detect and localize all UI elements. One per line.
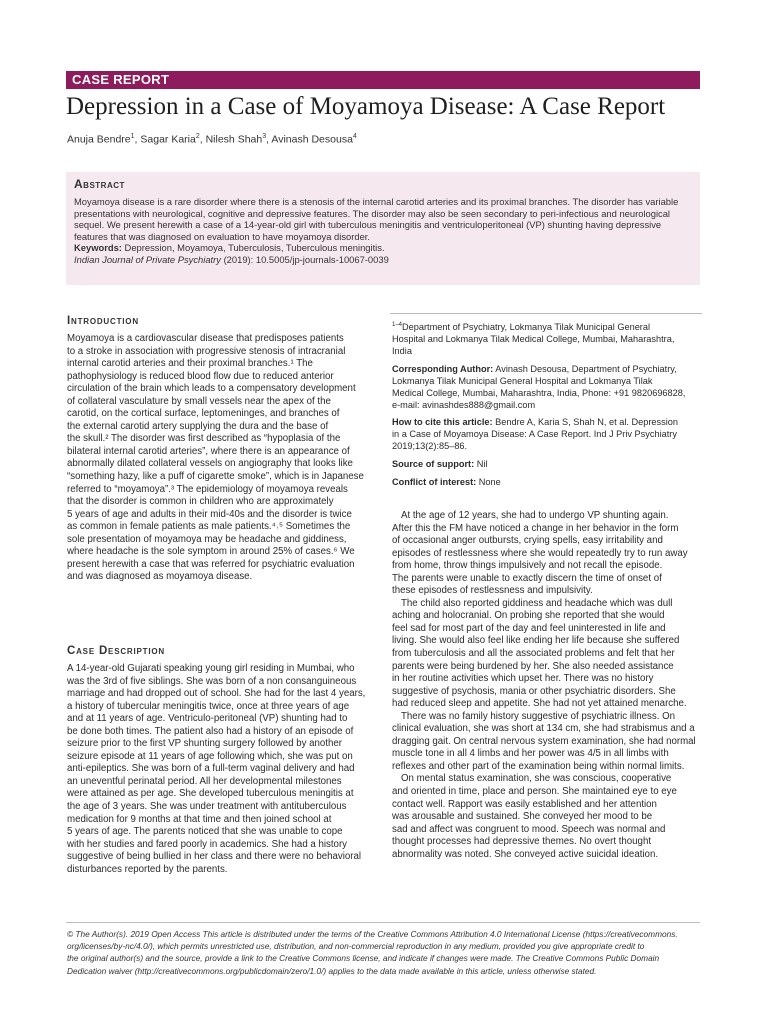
journal-name: Indian Journal of Private Psychiatry xyxy=(74,253,221,265)
how-to-cite: How to cite this article: Bendre A, Karia S, Shah N, et al. Depression in a Case of Moyamoya Disease: A Case Report. Ind J Priv Psychiatry 2019;13(2):85–86. xyxy=(392,417,678,452)
text-line: that the disorder is common in children who are approximately xyxy=(67,496,334,508)
text-line: “something hazy, like a puff of cigarette smoke”, which is in Japanese xyxy=(67,471,364,483)
text-line: from tuberculosis and all the associated problems and felt that her xyxy=(392,648,675,660)
case-description-heading: Case Description xyxy=(67,645,165,657)
text-line: abnormally dilated collateral vessels on angiography that looks like xyxy=(67,458,353,470)
affiliation-sup: 1–4 xyxy=(392,322,403,328)
affiliation-block xyxy=(392,320,702,489)
text-line: was arousable and sustained. She conveyed her mood to be xyxy=(392,811,653,823)
text-line: a history of tubercular meningitis twice, once at three years of age xyxy=(67,700,350,712)
text-line: was the 3rd of five siblings. She was born of a non consanguineous xyxy=(67,675,357,687)
footnote-line: the original author(s) and the source, provide a link to the Creative Commons license, and indicate if changes were made. The Creative Commons Public Domain xyxy=(67,953,660,964)
citation-line xyxy=(74,254,694,266)
right-lines xyxy=(392,510,702,861)
text-line: an uneventful perinatal period. All her developmental milestones xyxy=(67,775,342,787)
text-line: feel sad for most part of the day and feel uninterested in life and xyxy=(392,622,666,634)
case-lines xyxy=(67,663,380,876)
footnote-line: org/licenses/by-nc/4.0/), which permits unrestricted use, distribution, and non-commercial reproduction in any medium, provided you give appropriate credit to xyxy=(67,941,645,952)
text-line: Moyamoya is a cardiovascular disease that predisposes patients xyxy=(67,333,344,344)
abstract-line: Moyamoya disease is a rare disorder where there is a stenosis of the internal carotid arteries and its proximal branches. The disorder has variable xyxy=(74,196,679,207)
article-title: Depression in a Case of Moyamoya Disease: A Case Report xyxy=(66,93,666,120)
text-line: suggestive of being bullied in her class and there were no behavioral xyxy=(67,851,362,863)
text-line: clinical evaluation, she was short at 134 cm, she had strabismus and a xyxy=(392,723,695,735)
text-line: from home, throw things impulsively and not recall the episode. xyxy=(392,560,663,572)
affiliation: $^{1-4}$Department of Psychiatry, Lokmanya Tilak Municipal General Hospital and Lokmanya Tilak Medical College, Mumbai, Maharashtra, India xyxy=(392,322,675,356)
author-name: Sagar Karia xyxy=(140,133,196,146)
text-line: and was diagnosed as moyamoya disease. xyxy=(67,571,253,583)
text-line: seizure episode at 11 years of age following which, she was put on xyxy=(67,750,353,762)
text-line: where headache is the sole symptom in around 25% of cases.⁶ We xyxy=(67,546,355,558)
case-report-banner xyxy=(66,71,700,89)
text-line: to a stroke in association with progressive stenosis of intracranial xyxy=(67,345,346,357)
introduction-heading: Introduction xyxy=(67,315,139,327)
text-line: The child also reported giddiness and headache which was dull xyxy=(401,597,673,609)
footnote-divider xyxy=(66,922,700,923)
text-line: 5 years of age and adults in their mid-40s and the disorder is twice xyxy=(67,508,352,520)
footnote-line: © The Author(s). 2019 Open Access This article is distributed under the terms of the Creative Commons Attribution 4.0 International License (https://creativecommons. xyxy=(67,929,678,939)
author-affiliation-sup: 1 xyxy=(130,133,135,140)
text-line: pathophysiology is reduced blood flow due to reduced anterior xyxy=(67,370,334,382)
text-line: be done both times. The patient also had a history of an episode of xyxy=(67,725,354,737)
case-description-continued xyxy=(392,510,702,861)
keywords-label: Keywords: xyxy=(74,242,122,253)
case-description-body xyxy=(67,663,380,876)
abstract-box xyxy=(66,172,700,285)
text-line: as common in female patients as male patients.⁴˒⁵ Sometimes the xyxy=(67,521,351,533)
text-line: thought processes had depressive themes. No overt thought xyxy=(392,836,652,848)
text-line: seizure prior to the first VP shunting surgery followed by another xyxy=(67,738,342,750)
footnote-line: Dedication waiver (http://creativecommons.org/publicdomain/zero/1.0/) applies to the data made available in this article, unless otherwise stated. xyxy=(67,965,597,976)
text-line: episodes of restlessness where she would repeatedly try to run away xyxy=(392,547,688,559)
conflict-of-interest: Conflict of interest: None xyxy=(392,477,501,488)
abstract-body xyxy=(74,196,694,265)
text-line: disturbances reported by the parents. xyxy=(67,863,228,875)
author-affiliation-sup: 4 xyxy=(352,133,357,140)
text-line: 5 years of age. The parents noticed that she was unable to cope xyxy=(67,826,343,838)
text-line: the skull.² The disorder was first described as “hypoplasia of the xyxy=(67,433,341,445)
author-name: Anuja Bendre xyxy=(67,133,131,146)
banner-label: CASE REPORT xyxy=(72,72,170,87)
text-line: medication for 9 months at that time and then joined school at xyxy=(67,813,332,825)
text-line: After this the FM have noticed a change in her behavior in the form xyxy=(392,522,679,534)
text-line: At the age of 12 years, she had to undergo VP shunting again. xyxy=(401,510,669,521)
text-line: On mental status examination, she was conscious, cooperative xyxy=(401,773,672,785)
text-line: in her routine activities which upset her. There was no history xyxy=(392,673,654,685)
text-line: circulation of the brain which leads to a compensatory development xyxy=(67,383,356,395)
text-line: suggestive of psychosis, mania or other psychiatric disorders. She xyxy=(392,685,676,697)
text-line: sad and affect was congruent to mood. Speech was normal and xyxy=(392,823,666,835)
text-line: dragging gait. On central nervous system examination, she had normal xyxy=(392,735,696,747)
text-line: living. She would also feel like ending her life because she suffered xyxy=(392,635,680,647)
author-name: Nilesh Shah xyxy=(205,133,263,146)
corresponding-author: Corresponding Author: Avinash Desousa, Department of Psychiatry, Lokmanya Tilak Municipal General Hospital and Lokmanya Tilak Medical College, Mumbai, Maharashtra, India, Phone: +91 9820696828, e-mail: avinashdes888@gmail.com xyxy=(392,363,686,410)
text-line: marriage and had dropped out of school. She had for the last 4 years, xyxy=(67,688,366,700)
doi: (2019): 10.5005/jp-journals-10067-0039 xyxy=(223,253,389,265)
text-line: carotid, on the cortical surface, leptomeninges, and branches of xyxy=(67,408,340,420)
text-line: abnormality was noted. She conveyed active suicidal ideation. xyxy=(392,848,659,860)
text-line: There was no family history suggestive of psychiatric illness. On xyxy=(401,710,676,722)
text-line: parents were being burdened by her. She also needed assistance xyxy=(392,660,674,672)
text-line: and oriented in time, place and person. She maintained eye to eye xyxy=(392,786,677,798)
text-line: A 14-year-old Gujarati speaking young girl residing in Mumbai, who xyxy=(67,663,355,674)
text-line: the external carotid artery supplying the dura and the base of xyxy=(67,420,329,432)
text-line: referred to “moyamoya”.³ The epidemiology of moyamoya reveals xyxy=(67,483,348,495)
text-line: were attained as per age. She developed tuberculous meningitis at xyxy=(67,788,354,800)
abstract-heading: Abstract xyxy=(74,177,125,191)
text-line: The parents were unable to exactly discern the time of onset of xyxy=(392,572,662,584)
introduction-body xyxy=(67,333,380,584)
source-of-support: Source of support: Nil xyxy=(392,459,488,470)
text-line: and at 11 years of age. Ventriculo-peritoneal (VP) shunting had to xyxy=(67,713,348,725)
text-line: of collateral vasculature by small vessels near the apex of the xyxy=(67,395,331,407)
text-line: contact well. Rapport was easily established and her attention xyxy=(392,798,657,810)
abstract-line: presentations with neurological, cognitive and depressive features. The disorder may also be seen secondary to peri-infectious and neurological xyxy=(74,207,671,219)
text-line: had reduced sleep and appetite. She had not yet attained menarche. xyxy=(392,698,687,710)
text-line: these episodes of restlessness and impulsivity. xyxy=(392,585,593,597)
text-line: aching and holocranial. On probing she reported that she would xyxy=(392,610,665,622)
author-list: Anuja Bendre$^1$, Sagar Karia$^2$, Nilesh Shah$^3$, Avinash Desousa$^4$ xyxy=(67,133,357,146)
text-line: anti-epileptics. She was born of a full-term vaginal delivery and had xyxy=(67,763,355,775)
text-line: with her studies and fared poorly in academics. She had a history xyxy=(67,838,348,850)
abstract-line: sequel. We present herewith a case of a 14-year-old girl with tuberculous meningitis and ventriculoperitoneal (VP) shunting having depressive xyxy=(74,219,662,230)
keywords-value: Depression, Moyamoya, Tuberculosis, Tuberculous meningitis. xyxy=(124,242,385,253)
text-line: muscle tone in all 4 limbs and her power was 4/5 in all limbs with xyxy=(392,748,669,760)
text-line: internal carotid arteries and their proximal branches.¹ The xyxy=(67,358,313,370)
text-line: present herewith a case that was referred for psychiatric evaluation xyxy=(67,558,355,570)
text-line: the age of 3 years. She was under treatment with antituberculous xyxy=(67,801,347,813)
text-line: sole presentation of moyamoya may be headache and giddiness, xyxy=(67,533,347,545)
text-line: reflexes and other part of the examination being within normal limits. xyxy=(392,760,685,772)
license-footnote xyxy=(67,928,701,977)
author-name: Avinash Desousa xyxy=(271,133,353,146)
affiliation-divider xyxy=(390,313,702,314)
author-affiliation-sup: 3 xyxy=(262,133,267,140)
text-line: bilateral internal carotid arteries”, where there is an appearance of xyxy=(67,445,350,457)
abstract-line: features that was diagnosed on evaluation to have moyamoya disorder. xyxy=(74,230,371,242)
author-affiliation-sup: 2 xyxy=(195,133,200,140)
text-line: of occasional anger outbursts, crying spells, easy irritability and xyxy=(392,535,663,547)
keywords-line xyxy=(74,242,694,254)
intro-lines xyxy=(67,333,380,584)
